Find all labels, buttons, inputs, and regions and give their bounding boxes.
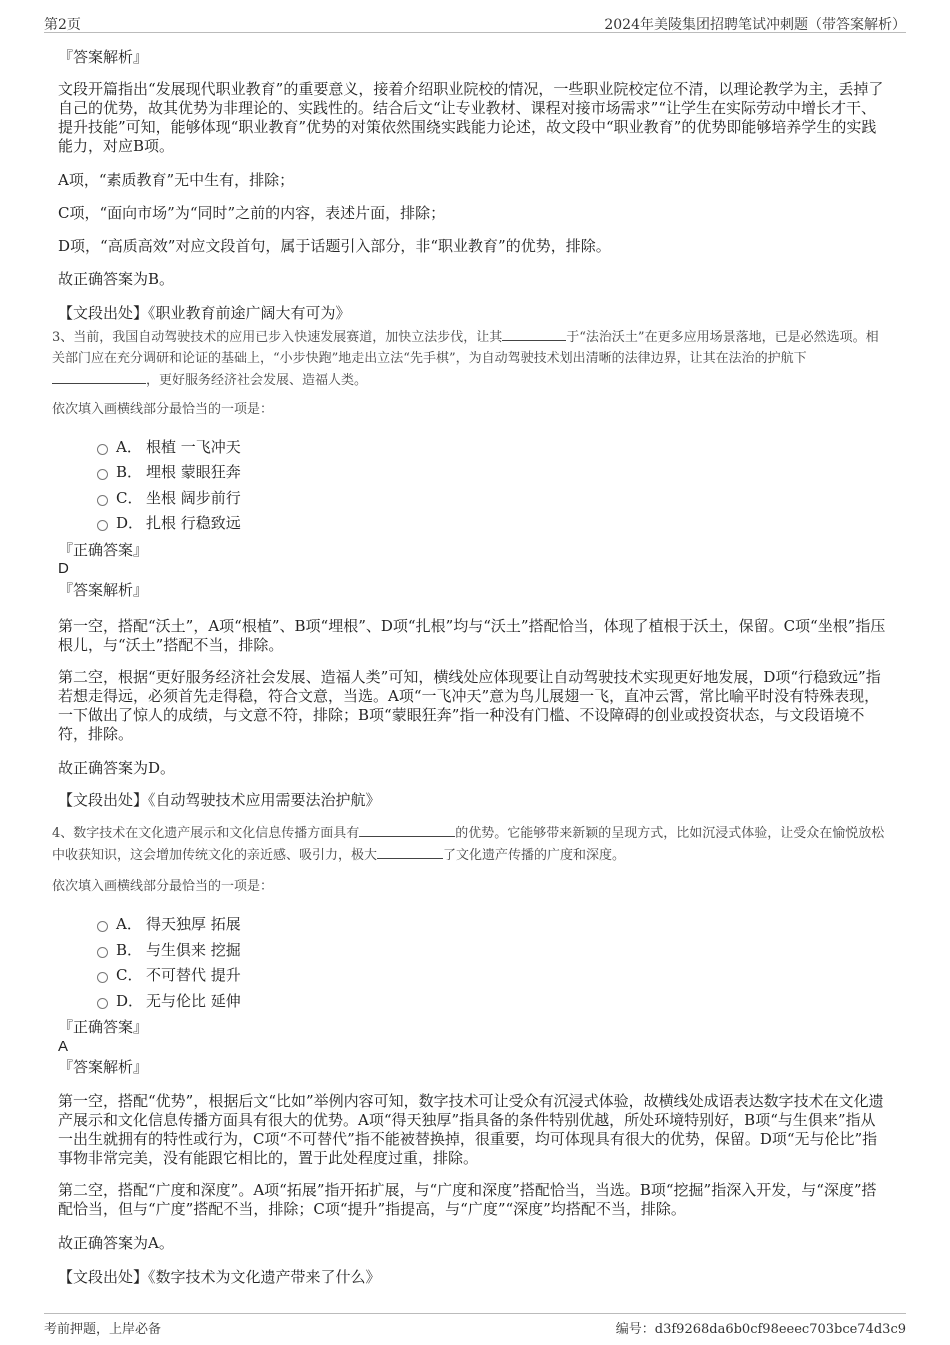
option-d[interactable]: D． 无与伦比 延伸	[97, 991, 241, 1011]
blank-2	[377, 844, 443, 859]
document-title: 2024年美陵集团招聘笔试冲刺题（带答案解析）	[604, 17, 906, 33]
analysis-label: 『答案解析』	[58, 1058, 149, 1076]
analysis-paragraph: C项，“面向市场”为“同时”之前的内容，表述片面，排除；	[58, 204, 446, 222]
question-prompt: 依次填入画横线部分最恰当的一项是：	[52, 879, 274, 894]
analysis-paragraph: 第二空，根据“更好服务经济社会发展、造福人类”可知，横线处应体现要让自动驾驶技术实现更好地发展，D项“行稳致远”指若想走得远，必须首先走得稳，符合文意，当选。A项“一飞冲天”意为鸟儿展翅一飞，直冲云霄，常比喻平时没有特殊表现，一下做出了惊人的成绩，与文意不符，排除；B项“蒙眼狂奔”指一种没有门槛、不设障碍的创业或投资状态，与文段语境不符，排除。	[58, 668, 881, 743]
correct-answer-value: A	[58, 1038, 69, 1055]
analysis-paragraph: D项，“高质高效”对应文段首句，属于话题引入部分，非“职业教育”的优势，排除。	[58, 237, 611, 255]
option-c[interactable]: C． 不可替代 提升	[97, 965, 241, 985]
document-id: 编号：d3f9268da6b0cf98eeec703bce74d3c9	[615, 1322, 906, 1337]
analysis-label: 『答案解析』	[58, 581, 149, 599]
answer-conclusion: 故正确答案为B。	[58, 270, 175, 288]
correct-answer-value: D	[58, 560, 69, 577]
analysis-paragraph: 文段开篇指出“发展现代职业教育”的重要意义，接着介绍职业院校的情况，一些职业院校定位不清，以理论教学为主，丢掉了自己的优势，故其优势为非理论的、实践性的。结合后文“让专业教材、课程对接市场需求”“让学生在实际劳动中增长才干、提升技能”可知，能够体现“职业教育”优势的对策依然围绕实践能力论述，故文段中“职业教育”的优势即能够培养学生的实践能力，对应B项。	[58, 80, 884, 155]
radio-icon[interactable]	[97, 921, 108, 932]
analysis-paragraph: 第一空，搭配“沃土”，A项“根植”、B项“埋根”、D项“扎根”均与“沃土”搭配恰当，体现了植根于沃土，保留。C项“坐根”指压根儿，与“沃土”搭配不当，排除。	[58, 617, 886, 654]
page-number: 第2页	[44, 17, 81, 33]
source-citation: 【文段出处】《职业教育前途广阔大有可为》	[58, 304, 351, 322]
radio-icon[interactable]	[97, 495, 108, 506]
page-header	[44, 14, 906, 33]
radio-icon[interactable]	[97, 520, 108, 531]
radio-icon[interactable]	[97, 444, 108, 455]
option-a[interactable]: A． 得天独厚 拓展	[97, 914, 241, 934]
blank-1	[359, 822, 455, 837]
source-citation: 【文段出处】《数字技术为文化遗产带来了什么》	[58, 1268, 381, 1286]
analysis-paragraph: 第一空，搭配“优势”，根据后文“比如”举例内容可知，数字技术可让受众有沉浸式体验，故横线处成语表达数字技术在文化遗产展示和文化信息传播方面具有很大的优势。A项“得天独厚”指具备的条件特别优越，所处环境特别好，B项“与生俱来”指从一出生就拥有的特性或行为，C项“不可替代”指不能被替换掉，很重要，均可体现具有很大的优势，保留。D项“无与伦比”指事物非常完美，没有能跟它相比的，置于此处程度过重，排除。	[58, 1092, 884, 1167]
answer-conclusion: 故正确答案为A。	[58, 1234, 174, 1252]
blank-2	[52, 369, 146, 384]
radio-icon[interactable]	[97, 947, 108, 958]
question-prompt: 依次填入画横线部分最恰当的一项是：	[52, 402, 274, 417]
analysis-label: 『答案解析』	[58, 48, 149, 66]
option-d[interactable]: D． 扎根 行稳致远	[97, 513, 241, 533]
footer-slogan: 考前押题，上岸必备	[44, 1322, 162, 1337]
source-citation: 【文段出处】《自动驾驶技术应用需要法治护航》	[58, 791, 381, 809]
option-b[interactable]: B． 埋根 蒙眼狂奔	[97, 462, 241, 482]
answer-conclusion: 故正确答案为D。	[58, 759, 176, 777]
option-b[interactable]: B． 与生俱来 挖掘	[97, 940, 241, 960]
page-footer	[44, 1313, 906, 1337]
correct-answer-label: 『正确答案』	[58, 541, 149, 559]
radio-icon[interactable]	[97, 972, 108, 983]
correct-answer-label: 『正确答案』	[58, 1018, 149, 1036]
radio-icon[interactable]	[97, 469, 108, 480]
blank-1	[502, 326, 566, 341]
question-4-stem: 4、数字技术在文化遗产展示和文化信息传播方面具有 的优势。它能够带来新颖的呈现方式，比如沉浸式体验，让受众在愉悦放松中收获知识，这会增加传统文化的亲近感、吸引力，极大 了文化遗产传播的广度和深度。	[52, 822, 890, 866]
question-3-stem: 3、当前，我国自动驾驶技术的应用已步入快速发展赛道，加快立法步伐，让其 于“法治沃土”在更多应用场景落地，已是必然选项。相关部门应在充分调研和论证的基础上，“小步快跑”地走出立法“先手棋”，为自动驾驶技术划出清晰的法律边界，让其在法治的护航下，更好服务经济社会发展、造福人类。	[52, 326, 890, 391]
analysis-paragraph: 第二空，搭配“广度和深度”。A项“拓展”指开拓扩展，与“广度和深度”搭配恰当，当选。B项“挖掘”指深入开发，与“深度”搭配恰当，但与“广度”搭配不当，排除；C项“提升”指提高，与“广度”“深度”均搭配不当，排除。	[58, 1181, 877, 1218]
option-c[interactable]: C． 坐根 阔步前行	[97, 488, 241, 508]
radio-icon[interactable]	[97, 998, 108, 1009]
analysis-paragraph: A项，“素质教育”无中生有，排除；	[58, 171, 295, 189]
option-a[interactable]: A． 根植 一飞冲天	[97, 437, 241, 457]
